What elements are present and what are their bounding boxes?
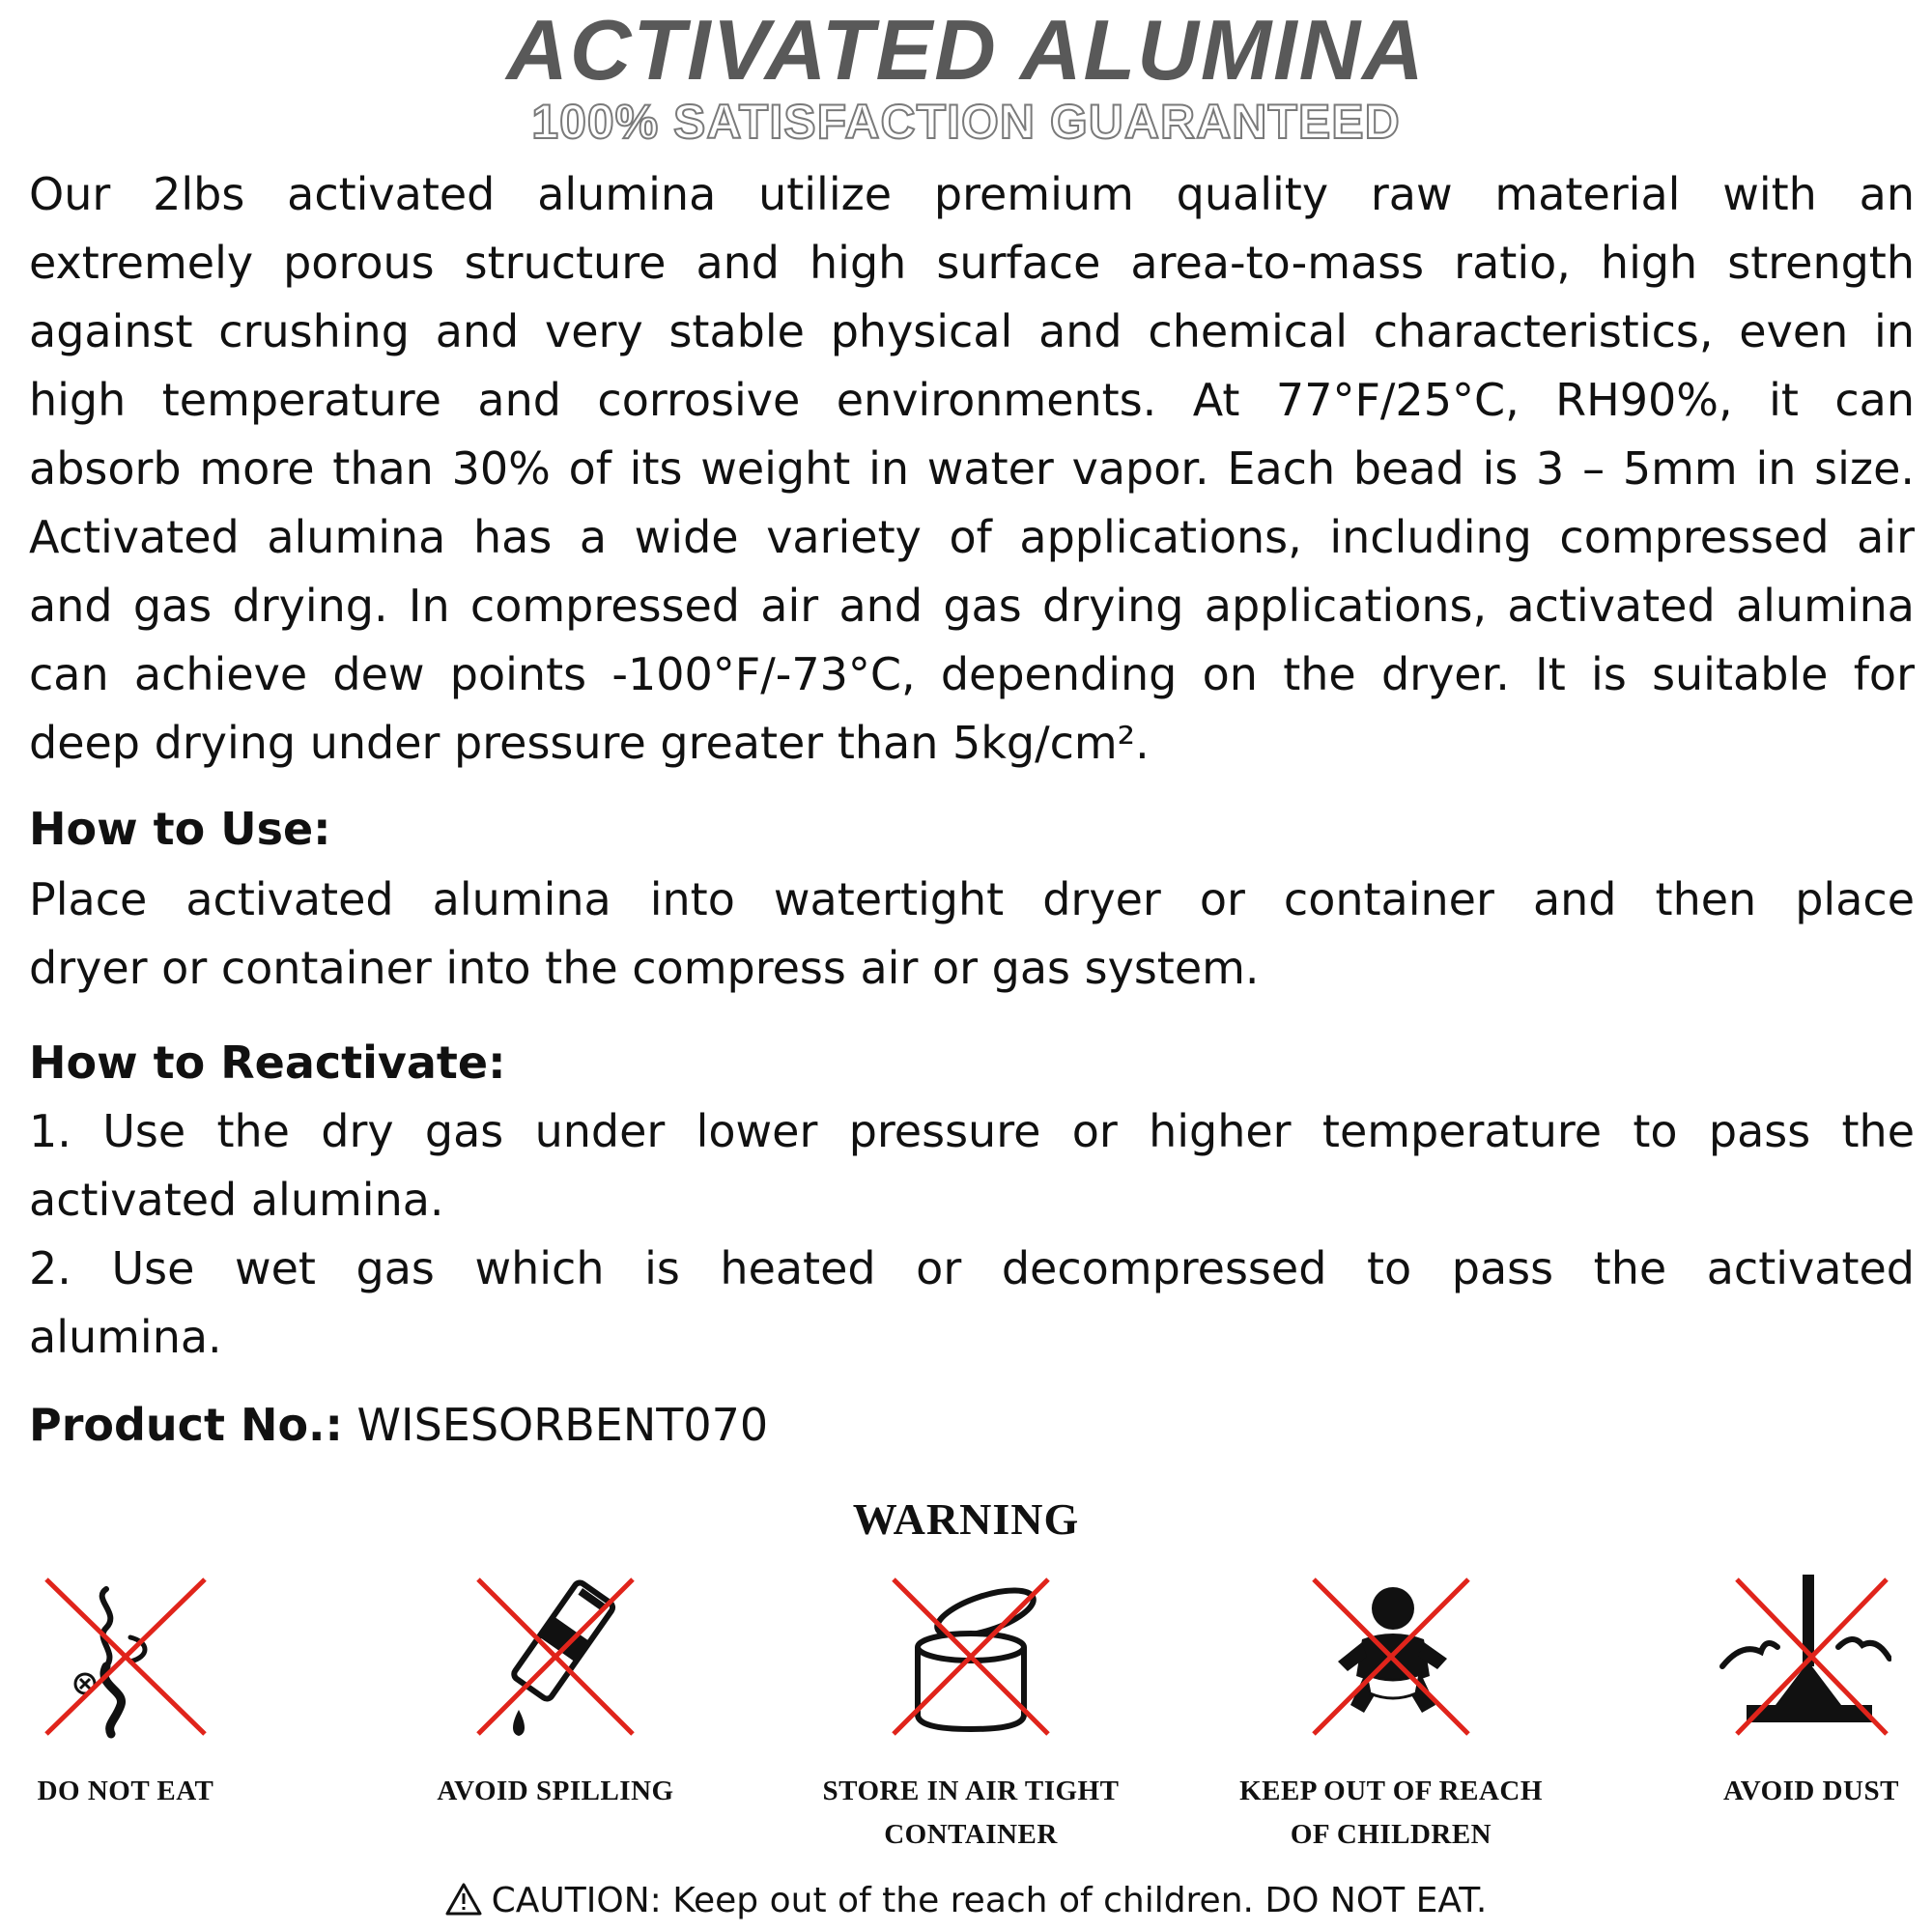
label-line: CONTAINER (884, 1819, 1058, 1850)
warning-triangle-icon (445, 1881, 482, 1929)
air-tight-container-icon (884, 1570, 1058, 1747)
product-number-label: Product No.: (29, 1399, 343, 1451)
description-paragraph (29, 160, 1915, 778)
label-line: STORE IN AIR TIGHT (822, 1776, 1120, 1806)
reactivate-line: activated alumina. (29, 1174, 444, 1226)
description-line: against crushing and very stable physical and chemical characteristics, even in (29, 305, 1915, 357)
product-number (29, 1396, 768, 1454)
do-not-eat-icon (39, 1570, 213, 1747)
caution-note (0, 1877, 1932, 1929)
page-title: ACTIVATED ALUMINA (506, 2, 1426, 98)
product-number-value: WISESORBENT070 (356, 1399, 769, 1451)
how-to-reactivate-text (29, 1097, 1915, 1372)
reactivate-line: 1. Use the dry gas under lower pressure or higher temperature to pass the (29, 1105, 1915, 1157)
reactivate-line: 2. Use wet gas which is heated or decompressed to pass the activated (29, 1242, 1915, 1294)
how-to-use-line: Place activated alumina into watertight dryer or container and then place (29, 873, 1915, 925)
caution-text: CAUTION: Keep out of the reach of children. DO NOT EAT. (491, 1881, 1488, 1920)
label-line: DO NOT EAT (37, 1776, 214, 1806)
description-line: deep drying under pressure greater than 5kg/cm². (29, 717, 1150, 769)
reactivate-line: alumina. (29, 1311, 222, 1363)
how-to-reactivate-heading: How to Reactivate: (29, 1037, 506, 1089)
description-line: and gas drying. In compressed air and gas drying applications, activated alumina (29, 580, 1915, 632)
avoid-dust-icon (1718, 1570, 1891, 1747)
description-line: can achieve dew points -100°F/-73°C, depending on the dryer. It is suitable for (29, 648, 1915, 700)
air-tight-container-label (807, 1770, 1135, 1857)
do-not-eat-label (14, 1770, 237, 1813)
description-line: absorb more than 30% of its weight in water vapor. Each bead is 3 – 5mm in size. (29, 442, 1915, 495)
label-line: AVOID DUST (1723, 1776, 1899, 1806)
description-line: Our 2lbs activated alumina utilize premium quality raw material with an (29, 168, 1915, 220)
label-line: OF CHILDREN (1290, 1819, 1492, 1850)
description-line: Activated alumina has a wide variety of applications, including compressed air (29, 511, 1915, 563)
avoid-spilling-label (415, 1770, 696, 1813)
label-line: KEEP OUT OF REACH (1239, 1776, 1543, 1806)
avoid-dust-label (1695, 1770, 1927, 1813)
how-to-use-heading: How to Use: (29, 803, 331, 855)
warning-title: WARNING (852, 1494, 1080, 1544)
description-line: extremely porous structure and high surface area-to-mass ratio, high strength (29, 237, 1915, 289)
page-subtitle: 100% SATISFACTION GUARANTEED (531, 95, 1401, 149)
how-to-use-line: dryer or container into the compress air or gas system. (29, 942, 1260, 994)
label-line: AVOID SPILLING (437, 1776, 674, 1806)
description-line: high temperature and corrosive environments. At 77°F/25°C, RH90%, it can (29, 374, 1915, 426)
keep-from-children-icon (1304, 1570, 1478, 1747)
keep-from-children-label (1222, 1770, 1560, 1857)
how-to-use-text (29, 866, 1915, 1003)
avoid-spilling-icon (469, 1570, 642, 1747)
